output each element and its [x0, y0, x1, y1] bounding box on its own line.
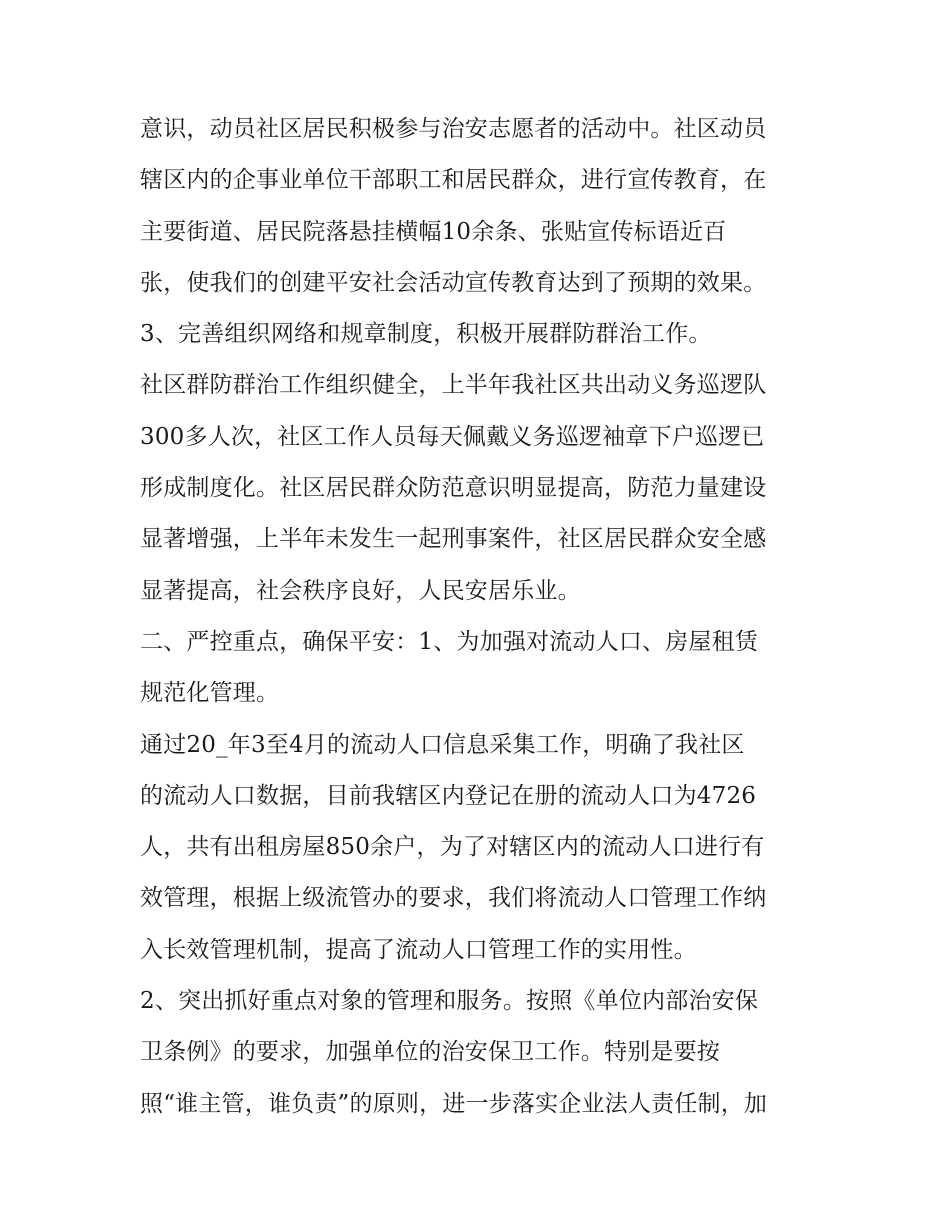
text-line: 效管理，根据上级流管办的要求，我们将流动人口管理工作纳 — [140, 885, 767, 912]
section-heading: 3、完善组织网络和规章制度，积极开展群防群治工作。 — [140, 321, 712, 348]
text-line: 规范化管理。 — [140, 680, 280, 707]
text-line: 社区群防群治工作组织健全，上半年我社区共出动义务巡逻队 — [140, 372, 767, 399]
text-line: 形成制度化。社区居民群众防范意识明显提高，防范力量建设 — [140, 475, 767, 502]
text-line: 显著增强，上半年未发生一起刑事案件，社区居民群众安全感 — [140, 526, 767, 553]
text-line: 300多人次，社区工作人员每天佩戴义务巡逻袖章下户巡逻已 — [140, 423, 765, 450]
text-line: 显著提高，社会秩序良好，人民安居乐业。 — [140, 577, 581, 604]
text-line: 入长效管理机制，提高了流动人口管理工作的实用性。 — [140, 936, 697, 963]
section-heading: 2、突出抓好重点对象的管理和服务。按照《单位内部治安保 — [140, 988, 759, 1015]
text-line: 意识，动员社区居民积极参与治安志愿者的活动中。社区动员 — [140, 116, 767, 142]
text-line: 通过20_年3至4月的流动人口信息采集工作，明确了我社区 — [140, 731, 745, 758]
text-line: 人，共有出租房屋850余户，为了对辖区内的流动人口进行有 — [140, 834, 765, 861]
text-line: 的流动人口数据，目前我辖区内登记在册的流动人口为4726 — [140, 782, 757, 809]
section-heading: 二、严控重点，确保平安：1、为加强对流动人口、房屋租赁 — [140, 628, 759, 655]
text-line: 照“谁主管，谁负责”的原则，进一步落实企业法人责任制，加 — [140, 1090, 768, 1117]
text-line: 张，使我们的创建平安社会活动宣传教育达到了预期的效果。 — [140, 269, 767, 296]
text-line: 辖区内的企事业单位干部职工和居民群众，进行宣传教育，在 — [140, 167, 767, 194]
text-line: 主要街道、居民院落悬挂横幅10余条、张贴宣传标语近百 — [140, 218, 727, 245]
text-line: 卫条例》的要求，加强单位的治安保卫工作。特别是要按 — [140, 1039, 720, 1066]
body-text — [140, 104, 830, 1130]
